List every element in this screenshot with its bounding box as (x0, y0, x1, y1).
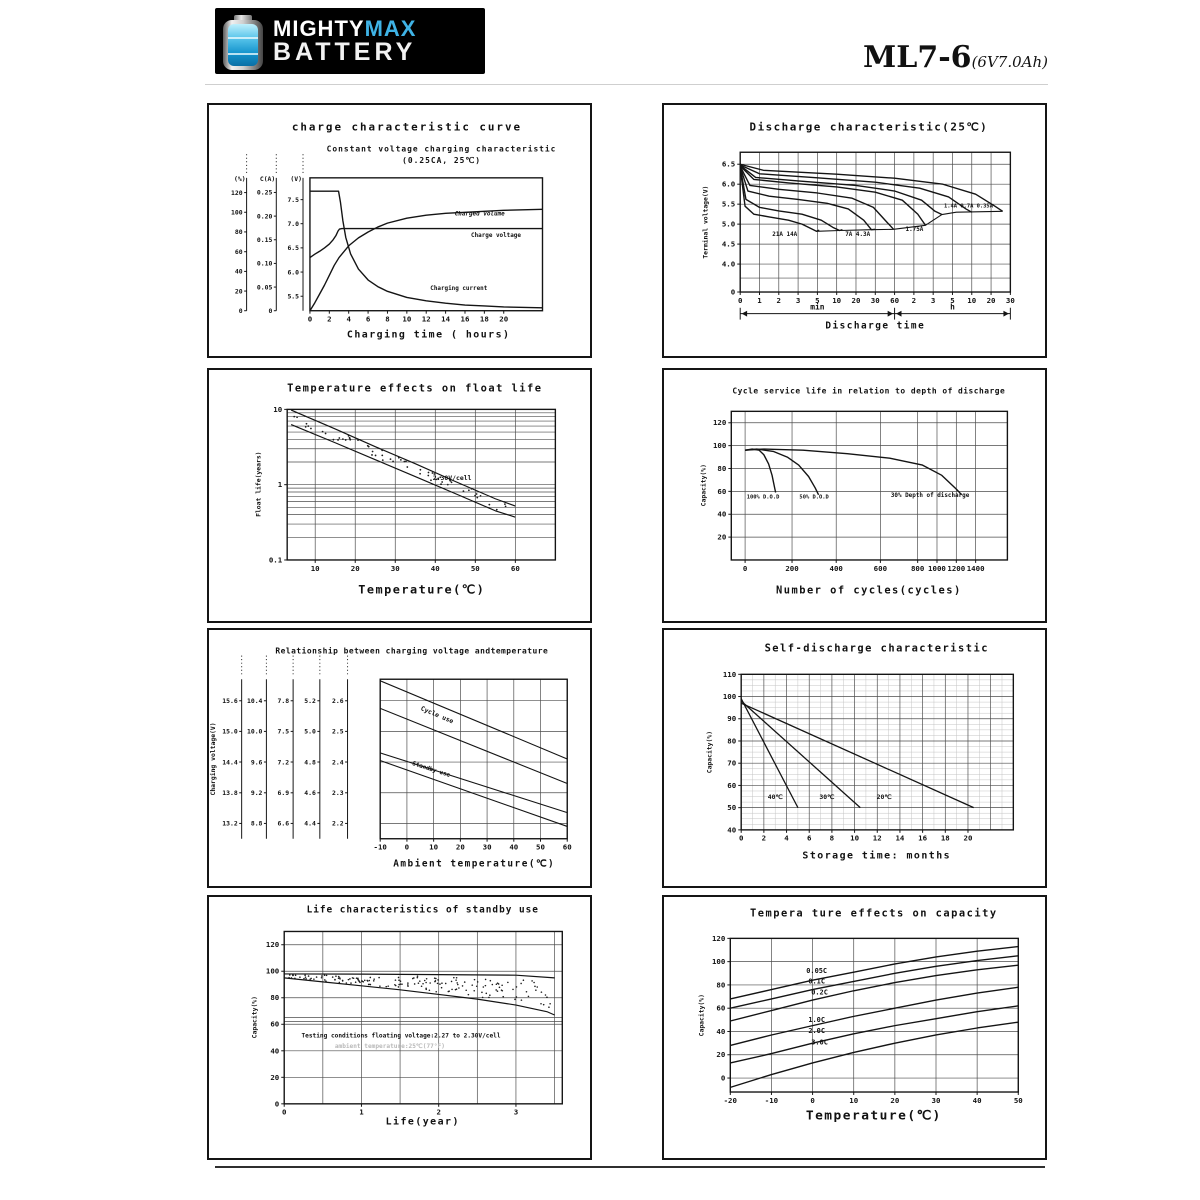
svg-text:0: 0 (742, 563, 748, 573)
chart-panel-temperature-capacity (662, 895, 1047, 1160)
svg-text:60: 60 (890, 295, 900, 305)
svg-text:80: 80 (716, 980, 726, 990)
svg-text:0: 0 (238, 307, 243, 315)
svg-text:6.5: 6.5 (721, 159, 736, 169)
svg-text:1200: 1200 (947, 563, 966, 573)
svg-text:Relationship between charging: Relationship between charging voltage andtemperature (275, 646, 549, 656)
svg-text:9.2: 9.2 (250, 789, 263, 798)
chart-panel-standby-life (207, 895, 592, 1160)
axes (222, 656, 571, 852)
brand-text (273, 17, 416, 65)
svg-text:5.0: 5.0 (721, 219, 736, 229)
svg-text:(%): (%) (234, 174, 246, 183)
series-lines (745, 449, 962, 495)
svg-text:2.2: 2.2 (331, 819, 344, 828)
svg-text:Life characteristics of standb: Life characteristics of standby use (306, 904, 539, 916)
grid (731, 411, 1007, 560)
svg-text:200: 200 (785, 563, 799, 573)
svg-text:2: 2 (436, 1107, 441, 1117)
axes (269, 405, 556, 573)
svg-text:2: 2 (327, 314, 332, 324)
svg-text:Temperature effects on float l: Temperature effects on float life (287, 382, 543, 395)
svg-text:120: 120 (265, 940, 280, 950)
svg-text:-10: -10 (764, 1095, 779, 1105)
svg-text:60: 60 (234, 248, 243, 256)
svg-text:14: 14 (895, 833, 905, 843)
svg-text:30: 30 (1005, 295, 1015, 305)
svg-text:20: 20 (716, 1050, 726, 1060)
svg-text:60: 60 (510, 563, 520, 573)
svg-text:10: 10 (832, 295, 842, 305)
svg-text:Cycle use: Cycle use (419, 704, 455, 726)
grid (284, 931, 562, 1103)
svg-text:13.2: 13.2 (222, 819, 238, 828)
svg-text:Temperature(℃): Temperature(℃) (805, 1108, 942, 1124)
svg-text:110: 110 (722, 669, 737, 679)
svg-text:80: 80 (270, 993, 280, 1003)
svg-text:Capacity(%): Capacity(%) (699, 464, 708, 507)
battery-icon (223, 15, 263, 71)
grid (740, 152, 1010, 292)
svg-text:6.0: 6.0 (721, 179, 736, 189)
svg-text:0: 0 (307, 314, 313, 324)
svg-text:0: 0 (404, 842, 410, 852)
svg-text:600: 600 (873, 563, 888, 573)
svg-text:0: 0 (737, 295, 743, 305)
axes (713, 411, 1007, 572)
svg-text:20: 20 (963, 833, 973, 843)
svg-text:(V): (V) (290, 174, 303, 183)
svg-text:16: 16 (460, 314, 470, 324)
svg-text:1: 1 (277, 480, 283, 490)
series-4.3A (740, 166, 893, 229)
svg-text:10: 10 (273, 404, 283, 414)
svg-text:30: 30 (482, 842, 492, 852)
svg-text:40: 40 (509, 842, 519, 852)
chart-panel-float-life (207, 368, 592, 623)
svg-text:100: 100 (722, 692, 737, 701)
svg-text:120: 120 (711, 933, 726, 943)
svg-text:4.0: 4.0 (721, 259, 736, 269)
svg-text:40: 40 (727, 825, 737, 835)
axes (722, 152, 1015, 305)
svg-text:80: 80 (234, 228, 243, 237)
svg-text:Temperature(℃): Temperature(℃) (358, 582, 486, 597)
svg-text:10: 10 (850, 833, 860, 843)
svg-text:10: 10 (967, 295, 977, 305)
svg-text:Charging voltage(V): Charging voltage(V) (209, 722, 217, 796)
svg-text:1.75A: 1.75A (905, 227, 924, 234)
svg-text:Ambient temperature(℃): Ambient temperature(℃) (393, 858, 556, 870)
svg-text:0: 0 (281, 1107, 287, 1117)
svg-text:10: 10 (849, 1095, 859, 1105)
svg-text:40: 40 (717, 509, 727, 519)
svg-text:0.10: 0.10 (256, 259, 273, 268)
model-number (790, 40, 1048, 75)
svg-text:charge characteristic curve: charge characteristic curve (291, 120, 523, 134)
svg-text:0.25: 0.25 (256, 188, 273, 197)
svg-text:4.8: 4.8 (304, 758, 316, 767)
svg-text:1400: 1400 (966, 563, 985, 573)
grid (287, 409, 555, 560)
svg-text:100: 100 (712, 441, 727, 451)
svg-text:2: 2 (761, 833, 767, 843)
svg-text:100: 100 (231, 208, 243, 217)
svg-text:21A 14A: 21A 14A (772, 232, 798, 239)
svg-text:Storage time: months: Storage time: months (802, 850, 952, 862)
annotations (250, 905, 538, 1128)
svg-text:20: 20 (717, 532, 727, 542)
svg-text:Terminal voltage(V): Terminal voltage(V) (701, 185, 710, 259)
svg-text:-20: -20 (723, 1095, 737, 1105)
brand-name (273, 17, 416, 40)
svg-text:Self-discharge characteristic: Self-discharge characteristic (764, 642, 989, 655)
svg-text:14: 14 (441, 314, 451, 324)
svg-text:20: 20 (986, 295, 996, 305)
svg-text:30: 30 (390, 563, 400, 573)
svg-text:120: 120 (231, 188, 243, 197)
chart-charge-characteristic-curve (209, 105, 590, 356)
svg-text:0.1: 0.1 (268, 555, 283, 565)
svg-text:6.0: 6.0 (287, 268, 300, 277)
series-0.05C (730, 947, 1018, 999)
footer-divider (215, 1166, 1045, 1168)
series-standby-use-lower (380, 761, 567, 827)
svg-text:18: 18 (479, 314, 489, 324)
svg-text:12: 12 (421, 314, 431, 324)
svg-text:20℃: 20℃ (876, 792, 892, 801)
chart-life-characteristics-of-standby-use (209, 897, 590, 1158)
svg-text:1.4A 0.7A 0.35A: 1.4A 0.7A 0.35A (944, 203, 993, 210)
svg-text:Cycle service life in relation: Cycle service life in relation to depth of discharge (732, 386, 1006, 396)
svg-text:0.05C: 0.05C (806, 966, 828, 975)
header-divider (205, 84, 1048, 85)
svg-text:2.5: 2.5 (331, 727, 344, 736)
grid (380, 679, 567, 839)
svg-text:60: 60 (562, 842, 572, 852)
svg-text:ambient temperature:25℃(77°F): ambient temperature:25℃(77°F) (334, 1042, 445, 1050)
svg-text:Charging current: Charging current (430, 286, 488, 293)
svg-text:Float life(years): Float life(years) (254, 451, 263, 517)
svg-text:0.20: 0.20 (256, 212, 273, 221)
svg-text:14.4: 14.4 (222, 758, 238, 767)
model-rating: (6V7.0Ah) (971, 53, 1048, 71)
series-float-life-lower (291, 425, 515, 518)
chart-panel-charge-characteristic (207, 103, 592, 358)
svg-text:0: 0 (268, 307, 273, 315)
svg-text:7.5: 7.5 (287, 195, 300, 204)
svg-text:min: min (810, 302, 825, 312)
series-lines (380, 681, 567, 827)
svg-text:120: 120 (712, 418, 727, 428)
svg-text:10.0: 10.0 (246, 727, 263, 736)
chart-panel-self-discharge (662, 628, 1047, 888)
svg-text:40℃: 40℃ (767, 792, 783, 801)
svg-text:6.9: 6.9 (277, 789, 290, 798)
chart-panel-discharge-characteristic (662, 103, 1047, 358)
svg-text:Capacity(%): Capacity(%) (705, 730, 714, 774)
svg-text:2.4: 2.4 (331, 758, 344, 767)
svg-text:30℃: 30℃ (819, 792, 835, 801)
series-0.1C (730, 956, 1018, 1008)
svg-text:8.8: 8.8 (250, 819, 263, 828)
svg-text:7.2: 7.2 (277, 758, 290, 767)
series-lines (310, 191, 543, 311)
svg-text:15.6: 15.6 (222, 697, 238, 706)
svg-text:7.0: 7.0 (287, 219, 300, 228)
svg-text:Charged volume: Charged volume (454, 211, 505, 218)
svg-text:4.5: 4.5 (721, 239, 736, 249)
svg-text:5: 5 (950, 295, 955, 305)
svg-text:40: 40 (234, 267, 243, 276)
svg-text:Charge voltage: Charge voltage (471, 232, 521, 239)
svg-text:2.6: 2.6 (331, 697, 344, 706)
svg-text:60: 60 (716, 1003, 726, 1013)
svg-text:2.30V/cell: 2.30V/cell (432, 474, 472, 483)
svg-text:15.0: 15.0 (222, 727, 238, 736)
svg-text:5.5: 5.5 (721, 199, 736, 209)
svg-text:80: 80 (727, 736, 737, 746)
svg-text:90: 90 (727, 714, 737, 724)
svg-text:2.3: 2.3 (331, 789, 344, 798)
svg-text:60: 60 (727, 780, 737, 790)
svg-text:Charging time ( hours): Charging time ( hours) (346, 329, 511, 341)
svg-text:4.4: 4.4 (304, 819, 316, 828)
svg-text:0: 0 (720, 1073, 726, 1083)
svg-text:0.1C: 0.1C (808, 977, 826, 986)
svg-text:20: 20 (270, 1072, 280, 1082)
svg-text:20: 20 (455, 842, 465, 852)
svg-text:10.4: 10.4 (246, 697, 263, 706)
svg-text:Discharge characteristic(25℃): Discharge characteristic(25℃) (749, 120, 989, 134)
brand-logo (215, 8, 485, 74)
chart-discharge-characteristic (664, 105, 1045, 356)
battery-core (228, 24, 258, 66)
svg-text:h: h (950, 302, 955, 312)
svg-text:3: 3 (930, 295, 936, 305)
svg-text:4.6: 4.6 (304, 789, 316, 798)
svg-text:40: 40 (716, 1026, 726, 1036)
svg-text:C(A): C(A) (259, 174, 276, 183)
svg-text:50: 50 (470, 563, 480, 573)
svg-text:6.6: 6.6 (277, 819, 290, 828)
svg-text:18: 18 (940, 833, 950, 843)
series-30%-D.O.D (745, 449, 962, 495)
svg-text:6.5: 6.5 (287, 244, 300, 253)
svg-text:30: 30 (870, 295, 880, 305)
series-100%-D.O.D (745, 449, 775, 493)
svg-text:20: 20 (499, 314, 509, 324)
chart-temperature-effects-on-capacity (664, 897, 1045, 1158)
chart-cycle-service-life (664, 370, 1045, 621)
svg-text:1: 1 (757, 295, 762, 305)
svg-text:16: 16 (918, 833, 928, 843)
series-standby-life-lower (284, 978, 554, 1015)
svg-text:60: 60 (717, 486, 727, 496)
model-code: ML7-6 (863, 40, 972, 75)
svg-text:10: 10 (429, 842, 439, 852)
svg-text:8: 8 (385, 314, 390, 324)
chart-panel-charging-voltage-temperature (207, 628, 592, 888)
svg-text:5.2: 5.2 (304, 697, 316, 706)
svg-text:3.0C: 3.0C (811, 1038, 828, 1047)
svg-text:4: 4 (784, 833, 789, 843)
series-lines (741, 699, 973, 808)
svg-text:0: 0 (274, 1099, 280, 1109)
svg-text:60: 60 (270, 1019, 280, 1029)
svg-text:100: 100 (265, 966, 280, 976)
svg-text:40: 40 (972, 1095, 982, 1105)
svg-text:70: 70 (727, 758, 737, 768)
svg-text:13.8: 13.8 (222, 789, 238, 798)
svg-text:Life(year): Life(year) (385, 1116, 460, 1128)
svg-text:20: 20 (350, 563, 360, 573)
svg-text:30: 30 (931, 1095, 941, 1105)
svg-text:0: 0 (810, 1095, 815, 1105)
svg-text:5.0: 5.0 (304, 727, 316, 736)
svg-text:(0.25CA, 25℃): (0.25CA, 25℃) (402, 156, 481, 166)
svg-text:1: 1 (359, 1107, 364, 1117)
svg-text:10: 10 (310, 563, 320, 573)
svg-text:1.0C: 1.0C (808, 1016, 826, 1025)
svg-text:6: 6 (365, 314, 371, 324)
svg-text:0.2C: 0.2C (811, 988, 828, 997)
svg-text:Capacity(%): Capacity(%) (697, 994, 706, 1037)
svg-text:1000: 1000 (928, 563, 946, 573)
svg-text:12: 12 (872, 833, 882, 843)
svg-text:-10: -10 (373, 842, 387, 852)
chart-temperature-effects-on-float-life (209, 370, 590, 621)
svg-text:10: 10 (402, 314, 412, 324)
svg-text:20: 20 (890, 1095, 900, 1105)
series-lines (740, 164, 1002, 234)
svg-text:50: 50 (536, 842, 545, 852)
svg-text:Constant voltage charging char: Constant voltage charging characteristic (326, 144, 557, 154)
brand-max: MAX (364, 15, 417, 41)
series-1.0C (730, 987, 1018, 1045)
svg-text:Standby use: Standby use (411, 761, 451, 779)
svg-text:20: 20 (234, 287, 243, 296)
chart-panel-cycle-service-life (662, 368, 1047, 623)
svg-text:30% Depth of discharge: 30% Depth of discharge (890, 493, 970, 500)
svg-text:40: 40 (430, 563, 440, 573)
svg-text:0: 0 (738, 833, 744, 843)
svg-text:2: 2 (911, 295, 917, 305)
svg-text:5: 5 (815, 295, 820, 305)
axes (723, 670, 1013, 843)
svg-text:Discharge time: Discharge time (825, 320, 926, 332)
svg-text:800: 800 (910, 563, 925, 573)
svg-text:2: 2 (776, 295, 782, 305)
svg-text:6: 6 (806, 833, 812, 843)
brand-mighty: MIGHTY (273, 15, 365, 41)
svg-text:40: 40 (270, 1046, 280, 1056)
svg-text:100: 100 (711, 957, 726, 967)
svg-text:3: 3 (513, 1107, 519, 1117)
series-30- (741, 701, 860, 808)
svg-text:Testing conditions floating vo: Testing conditions floating voltage:2.27 to 2.30V/cell (301, 1032, 501, 1040)
svg-text:3: 3 (795, 295, 801, 305)
svg-text:50% D.O.D: 50% D.O.D (799, 494, 829, 501)
svg-text:5.5: 5.5 (287, 292, 300, 301)
series-40- (741, 699, 798, 808)
series-lines (284, 974, 554, 1015)
svg-text:8: 8 (829, 833, 835, 843)
series-Charged-volume (310, 209, 543, 310)
svg-text:Capacity(%): Capacity(%) (250, 995, 259, 1039)
brand-battery: BATTERY (273, 38, 417, 67)
svg-text:100% D.O.D: 100% D.O.D (746, 494, 780, 501)
svg-text:0.05: 0.05 (256, 283, 273, 292)
svg-text:9.6: 9.6 (250, 758, 263, 767)
svg-text:2.0C: 2.0C (808, 1027, 826, 1036)
svg-text:7A 4.3A: 7A 4.3A (845, 232, 871, 239)
svg-text:Number of cycles(cycles): Number of cycles(cycles) (775, 584, 962, 597)
svg-text:400: 400 (829, 563, 843, 573)
svg-text:7.8: 7.8 (277, 697, 290, 706)
svg-text:20: 20 (851, 295, 861, 305)
chart-charging-voltage-and-temperature (209, 630, 590, 886)
svg-text:50: 50 (1013, 1095, 1023, 1105)
svg-text:80: 80 (717, 463, 727, 473)
series-50%-D.O.D (745, 449, 818, 495)
svg-text:4: 4 (346, 314, 351, 324)
chart-self-discharge-characteristic (664, 630, 1045, 886)
svg-text:Tempera ture effects on capaci: Tempera ture effects on capacity (750, 907, 998, 920)
svg-text:0: 0 (730, 287, 736, 297)
svg-text:7.5: 7.5 (277, 727, 290, 736)
svg-text:50: 50 (727, 803, 737, 813)
series-lines (730, 947, 1018, 1088)
svg-text:0.15: 0.15 (256, 236, 273, 245)
